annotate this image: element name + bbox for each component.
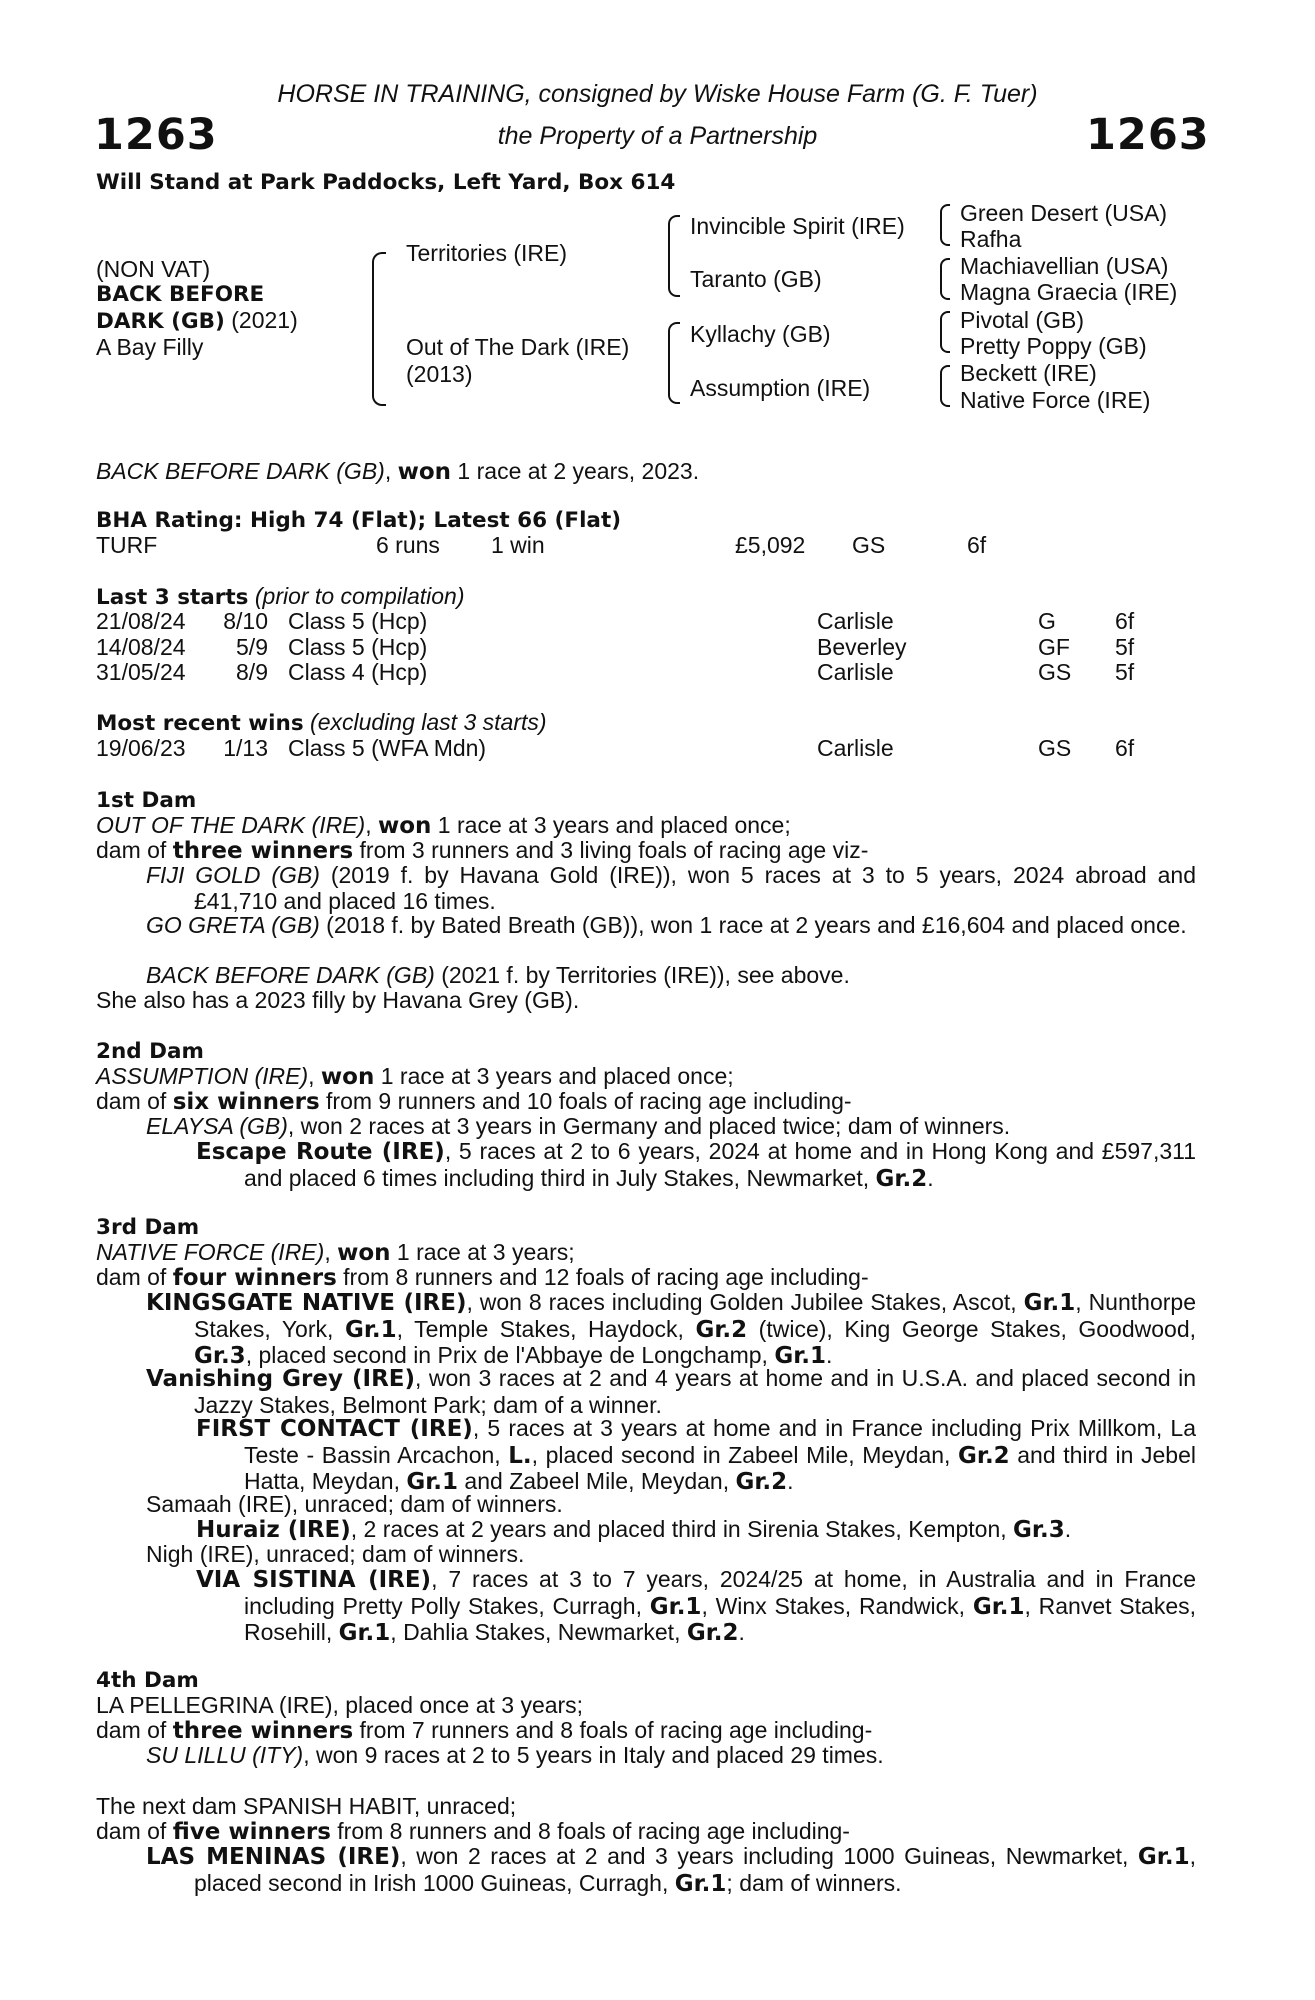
form-pos: 5/9	[236, 633, 268, 660]
kn-g5: Gr.1	[774, 1343, 826, 1369]
dam3-line2	[96, 1265, 1196, 1292]
produce-fiji-gold: FIJI GOLD (GB)	[146, 862, 320, 888]
kn-t6: .	[826, 1342, 833, 1368]
summary-line: BACK BEFORE DARK (GB), won 1 race at 2 years, 2023.	[96, 458, 700, 485]
grandparent-7: Beckett (IRE)	[960, 360, 1097, 386]
recent-wins-title: Most recent wins	[96, 711, 304, 736]
produce-back-before-dark-text: (2021 f. by Territories (IRE)), see above.	[434, 962, 850, 988]
form-course: Carlisle	[817, 608, 894, 634]
produce-escape-route: Escape Route (IRE)	[196, 1139, 445, 1165]
kn-t3: , Temple Stakes, Haydock,	[396, 1315, 696, 1342]
lot-number-left: 1263	[94, 110, 218, 160]
pedigree-brace-g78	[940, 365, 950, 407]
rating-runs: 6 runs	[376, 532, 440, 558]
dam1-produce-1	[146, 863, 1196, 914]
grandparent-4: Magna Graecia (IRE)	[960, 279, 1178, 305]
horse-description: A Bay Filly	[96, 334, 204, 360]
dam3-first-contact	[196, 1416, 1196, 1496]
dam1-produce-2	[146, 913, 1196, 939]
form-course: Carlisle	[817, 735, 894, 761]
produce-kingsgate-native: KINGSGATE NATIVE (IRE)	[146, 1290, 467, 1316]
dam2-line1: ASSUMPTION (IRE), won 1 race at 3 years and placed once;	[96, 1063, 734, 1090]
last-starts-title: Last 3 starts	[96, 585, 249, 610]
dam4-winners: three winners	[172, 1718, 354, 1744]
vs-g4: Gr.2	[686, 1620, 739, 1646]
dam3-nigh: Nigh (IRE), unraced; dam of winners.	[146, 1541, 525, 1567]
produce-go-greta-text: (2018 f. by Bated Breath (GB)), won 1 race at 2 years and £16,604 and placed once.	[319, 912, 1187, 938]
dam3-kingsgate-native	[146, 1290, 1196, 1370]
form-course: Carlisle	[817, 659, 894, 685]
form-going: GS	[1038, 735, 1072, 761]
produce-fiji-gold-text: (2019 f. by Havana Gold (IRE)), won 5 races at 3 to 5 years, 2024 abroad and £41,710 and placed 16 times.	[194, 862, 1196, 914]
horse-name-line2: DARK (GB)	[96, 309, 225, 334]
vat-status: (NON VAT)	[96, 256, 211, 282]
produce-elaysa: ELAYSA (GB)	[146, 1113, 288, 1139]
property-line: the Property of a Partnership	[497, 122, 818, 150]
grandparent-1: Green Desert (USA)	[960, 200, 1168, 226]
dam3-samaah: Samaah (IRE), unraced; dam of winners.	[146, 1491, 563, 1517]
fc-g3: Gr.2	[735, 1469, 788, 1495]
lm-t3: ; dam of winners.	[726, 1869, 902, 1896]
dam1-last-line: She also has a 2023 filly by Havana Grey (GB).	[96, 987, 580, 1013]
stand-line: Will Stand at Park Paddocks, Left Yard, Box 614	[96, 170, 676, 195]
form-going: G	[1038, 608, 1056, 634]
dam3-l2c: from 8 runners and 12 foals of racing age including-	[336, 1264, 869, 1290]
form-dist: 5f	[1115, 633, 1135, 660]
lm-t1: , won 2 races at 2 and 3 years including 1000 Guineas, Newmarket,	[400, 1843, 1138, 1869]
fc-t1: , 5 races at 3 years at home and in France including Prix Millkom, La Teste - Bassin Arcachon,	[244, 1415, 1196, 1468]
next-dam-l2c: from 8 runners and 8 foals of racing age including-	[330, 1818, 850, 1844]
dam3-name: NATIVE FORCE (IRE)	[96, 1239, 325, 1265]
dam2-name: ASSUMPTION (IRE)	[96, 1063, 309, 1089]
dam3-l2a: dam of	[96, 1264, 173, 1290]
kn-g3: Gr.2	[695, 1316, 748, 1343]
form-race: Class 5 (Hcp)	[288, 608, 428, 634]
vs-g3: Gr.1	[338, 1620, 391, 1646]
dam4-line1: LA PELLEGRINA (IRE), placed once at 3 years;	[96, 1692, 584, 1718]
escape-route-end: .	[927, 1164, 934, 1191]
form-race: Class 4 (Hcp)	[288, 659, 428, 685]
dam2-won: won	[320, 1064, 375, 1090]
dam3-line1: NATIVE FORCE (IRE), won 1 race at 3 years;	[96, 1239, 575, 1266]
dam-dam: Assumption (IRE)	[690, 375, 871, 401]
kn-g1: Gr.1	[1023, 1290, 1076, 1316]
pedigree-brace-g34	[940, 258, 950, 300]
kn-g2: Gr.1	[344, 1316, 397, 1343]
rating-going: GS	[852, 532, 886, 558]
dam1-line1: OUT OF THE DARK (IRE), won 1 race at 3 years and placed once;	[96, 812, 791, 839]
dam1-l2a: dam of	[96, 837, 173, 863]
dam1-winners: three winners	[172, 838, 354, 864]
horse-name-line1: BACK BEFORE	[96, 282, 265, 307]
dam1-produce-3	[146, 963, 1246, 989]
produce-escape-route-text: , 5 races at 2 to 6 years, 2024 at home and in Hong Kong and £597,311 and placed 6 times including third in July Stakes, Newmarket,	[244, 1138, 1196, 1191]
dam1-heading: 1st Dam	[96, 788, 197, 813]
dam3-heading: 3rd Dam	[96, 1215, 200, 1240]
recent-wins-subtitle: (excluding last 3 starts)	[310, 709, 547, 735]
dam3-won: won	[337, 1240, 391, 1266]
dam2-produce-2	[196, 1139, 1196, 1192]
dam4-produce-1	[146, 1743, 1246, 1769]
pedigree-brace-g12	[940, 204, 950, 246]
last-starts-subtitle: (prior to compilation)	[254, 583, 465, 609]
summary-name: BACK BEFORE DARK (GB)	[96, 458, 385, 484]
dam3-record: 1 race at 3 years;	[390, 1239, 575, 1265]
consignor-line: HORSE IN TRAINING, consigned by Wiske House Farm (G. F. Tuer)	[277, 80, 1038, 108]
sire-dam: Taranto (GB)	[690, 266, 822, 292]
huraiz-grade: Gr.3	[1013, 1517, 1065, 1543]
huraiz-text: , 2 races at 2 years and placed third in Sirenia Stakes, Kempton,	[350, 1516, 1014, 1542]
vanishing-grey-text: , won 3 races at 2 and 4 years at home and in U.S.A. and placed second in Jazzy Stakes, Belmont Park; dam of a winner.	[194, 1365, 1197, 1418]
form-race: Class 5 (WFA Mdn)	[288, 735, 487, 761]
recent-wins-heading	[96, 710, 547, 737]
dam: Out of The Dark (IRE)	[406, 334, 630, 360]
summary-rest: 1 race at 2 years, 2023.	[451, 458, 700, 484]
dam1-record: 1 race at 3 years and placed once;	[431, 812, 791, 838]
dam1-name: OUT OF THE DARK (IRE)	[96, 812, 366, 838]
grandparent-5: Pivotal (GB)	[960, 307, 1084, 333]
next-dam-line2	[96, 1819, 1196, 1846]
form-course: Beverley	[817, 633, 907, 660]
kn-g4: Gr.3	[194, 1343, 246, 1369]
fc-t3: and third in Jebel Hatta, Meydan,	[244, 1441, 1196, 1494]
rating-title: BHA Rating: High 74 (Flat); Latest 66 (Flat)	[96, 508, 622, 533]
dam3-winners: four winners	[172, 1265, 337, 1291]
kn-t2: , Nunthorpe Stakes, York,	[194, 1289, 1196, 1342]
form-dist: 6f	[1115, 608, 1135, 634]
vs-t1: , 7 races at 3 to 7 years, 2024/25 at home, in Australia and in France including Pretty Polly Stakes, Curragh,	[244, 1566, 1196, 1619]
dam3-via-sistina	[196, 1567, 1196, 1647]
form-pos: 1/13	[223, 735, 268, 761]
dam3-vanishing-grey	[146, 1366, 1196, 1418]
horse-year: (2021)	[231, 307, 298, 333]
grandparent-2: Rafha	[960, 226, 1022, 252]
dam-year: (2013)	[406, 361, 473, 387]
dam2-l2a: dam of	[96, 1088, 173, 1114]
produce-vanishing-grey: Vanishing Grey (IRE)	[146, 1366, 416, 1392]
dam4-heading: 4th Dam	[96, 1668, 199, 1693]
form-pos: 8/10	[223, 608, 268, 634]
form-dist: 6f	[1115, 735, 1135, 761]
kn-t1: , won 8 races including Golden Jubilee Stakes, Ascot,	[466, 1289, 1024, 1315]
form-date: 21/08/24	[96, 608, 186, 634]
produce-las-meninas: LAS MENINAS (IRE)	[146, 1844, 401, 1870]
dam2-winners: six winners	[172, 1089, 320, 1115]
escape-route-grade: Gr.2	[875, 1165, 928, 1192]
grandparent-3: Machiavellian (USA)	[960, 253, 1169, 279]
pedigree-brace-g56	[940, 311, 950, 353]
fc-g2: Gr.1	[406, 1469, 459, 1495]
rating-distance: 6f	[967, 532, 987, 558]
form-dist: 5f	[1115, 659, 1135, 685]
sire: Territories (IRE)	[406, 240, 568, 266]
grandparent-8: Native Force (IRE)	[960, 387, 1151, 413]
kn-t5: , placed second in Prix de l'Abbaye de Longchamp,	[245, 1342, 775, 1368]
form-date: 31/05/24	[96, 659, 186, 685]
produce-su-lillu: SU LILLU (ITY)	[146, 1742, 304, 1768]
dam2-l2c: from 9 runners and 10 foals of racing age including-	[319, 1088, 852, 1114]
pedigree-brace-dam	[668, 322, 680, 404]
produce-go-greta: GO GRETA (GB)	[146, 912, 320, 938]
dam2-record: 1 race at 3 years and placed once;	[374, 1063, 734, 1089]
lm-g2: Gr.1	[674, 1870, 727, 1897]
huraiz-end: .	[1064, 1516, 1072, 1542]
lm-t2: , placed second in Irish 1000 Guineas, Curragh,	[194, 1843, 1196, 1896]
fc-g1: Gr.2	[958, 1442, 1010, 1469]
rating-prize: £5,092	[735, 532, 806, 558]
form-going: GS	[1038, 659, 1072, 685]
sire-sire: Invincible Spirit (IRE)	[690, 213, 905, 239]
fc-listed: L.	[508, 1442, 532, 1469]
horse-name-line2-wrap	[96, 308, 298, 335]
produce-back-before-dark: BACK BEFORE DARK (GB)	[146, 962, 435, 988]
form-date: 19/06/23	[96, 735, 186, 761]
produce-huraiz: Huraiz (IRE)	[196, 1517, 351, 1543]
dam2-produce-1	[146, 1114, 1246, 1140]
vs-g1: Gr.1	[649, 1593, 702, 1620]
next-dam-line1: The next dam SPANISH HABIT, unraced;	[96, 1793, 517, 1819]
pedigree-brace-sire	[668, 215, 680, 297]
form-pos: 8/9	[236, 659, 268, 685]
pedigree-brace-main	[372, 252, 386, 406]
dam4-line2	[96, 1718, 1196, 1745]
form-race: Class 5 (Hcp)	[288, 633, 428, 660]
fc-t2: , placed second in Zabeel Mile, Meydan,	[531, 1441, 958, 1468]
produce-via-sistina: VIA SISTINA (IRE)	[196, 1567, 432, 1593]
fc-t5: .	[787, 1468, 794, 1494]
next-dam-las-meninas	[146, 1844, 1196, 1897]
summary-won: won	[397, 459, 452, 485]
dam1-line2	[96, 838, 1196, 865]
lm-g1: Gr.1	[1137, 1844, 1190, 1870]
dam1-l2c: from 3 runners and 3 living foals of racing age viz-	[353, 837, 869, 863]
dam4-l2a: dam of	[96, 1717, 173, 1743]
vs-t4: , Dahlia Stakes, Newmarket,	[390, 1619, 687, 1645]
vs-t2: , Winx Stakes, Randwick,	[701, 1592, 973, 1619]
rating-surface: TURF	[96, 532, 158, 558]
form-date: 14/08/24	[96, 633, 186, 660]
vs-t5: .	[738, 1619, 745, 1645]
next-dam-winners: five winners	[172, 1819, 331, 1845]
vs-g2: Gr.1	[972, 1593, 1025, 1620]
dam-sire: Kyllachy (GB)	[690, 321, 831, 347]
dam4-l2c: from 7 runners and 8 foals of racing age including-	[353, 1717, 873, 1743]
rating-wins: 1 win	[491, 532, 545, 558]
lot-number-right: 1263	[1086, 110, 1210, 160]
dam3-huraiz	[196, 1517, 1296, 1544]
next-dam-l2a: dam of	[96, 1818, 173, 1844]
form-going: GF	[1038, 633, 1070, 660]
su-lillu-text: , won 9 races at 2 to 5 years in Italy and placed 29 times.	[303, 1742, 884, 1768]
dam2-heading: 2nd Dam	[96, 1039, 204, 1064]
produce-first-contact: FIRST CONTACT (IRE)	[196, 1416, 473, 1442]
last-starts-heading	[96, 584, 465, 611]
produce-elaysa-text: , won 2 races at 3 years in Germany and placed twice; dam of winners.	[287, 1113, 1011, 1139]
grandparent-6: Pretty Poppy (GB)	[960, 333, 1147, 359]
dam2-line2	[96, 1089, 1196, 1116]
vs-t3: , Ranvet Stakes, Rosehill,	[244, 1592, 1197, 1645]
fc-t4: and Zabeel Mile, Meydan,	[458, 1468, 736, 1494]
dam1-won: won	[377, 813, 432, 839]
kn-t4: (twice), King George Stakes, Goodwood,	[747, 1315, 1197, 1342]
